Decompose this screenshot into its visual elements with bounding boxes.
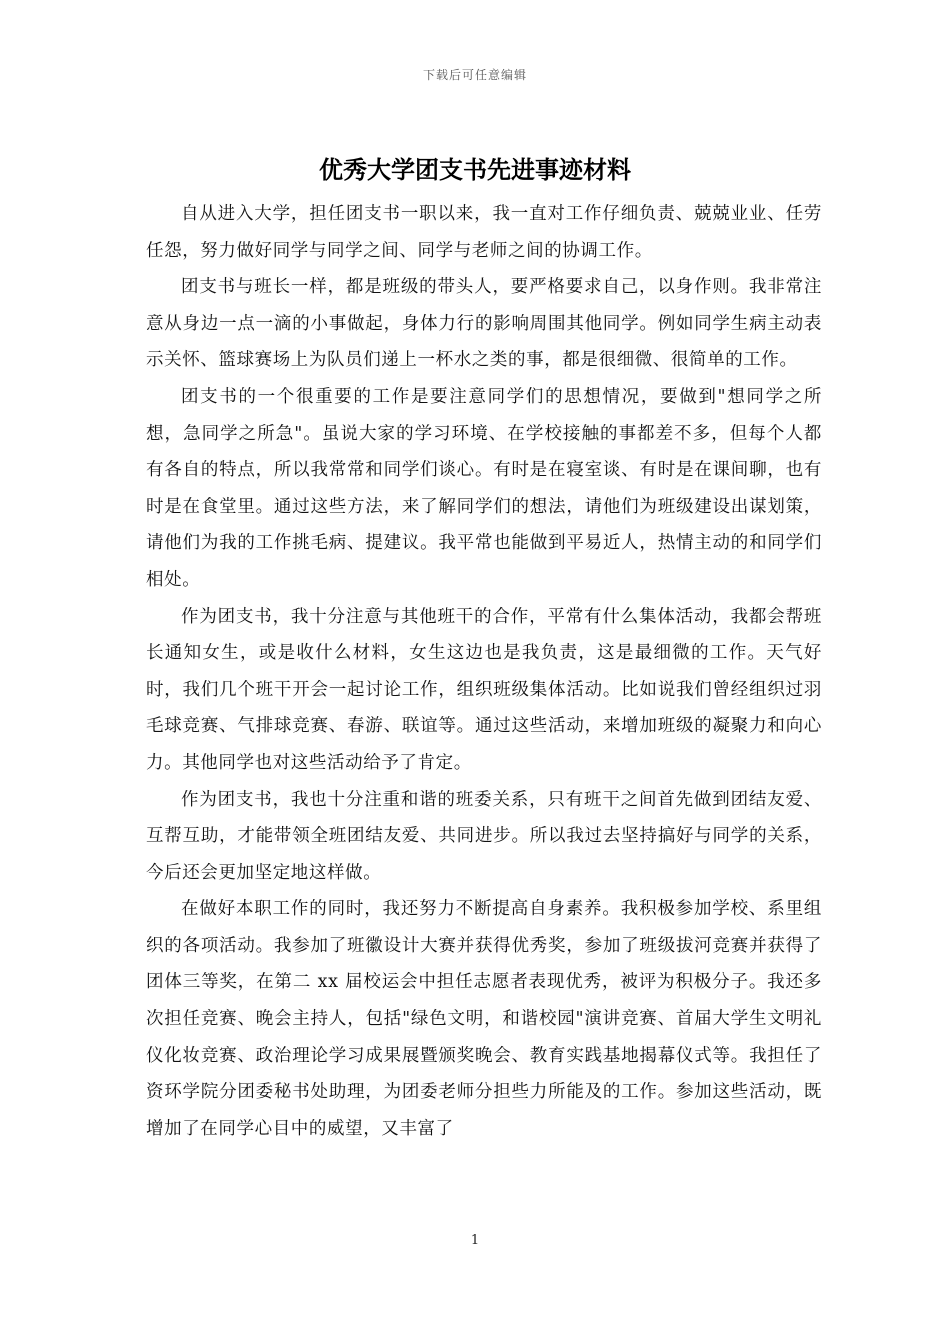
header-note: 下载后可任意编辑 xyxy=(422,68,527,82)
paragraph-2: 团支书与班长一样，都是班级的带头人，要严格要求自己，以身作则。我非常注意从身边一点一滴的小事做起，身体力行的影响周围其他同学。例如同学生病主动表示关怀、篮球赛场上为队员们递上一杯水之类的事，都是很细微、很简单的工作。 xyxy=(146,277,822,371)
paragraph-4: 作为团支书，我十分注意与其他班干的合作，平常有什么集体活动，我都会帮班长通知女生，或是收什么材料，女生这边也是我负责，这是最细微的工作。天气好时，我们几个班干开会一起讨论工作，组织班级集体活动。比如说我们曾经组织过羽毛球竞赛、气排球竞赛、春游、联谊等。通过这些活动，来增加班级的凝聚力和向心力。其他同学也对这些活动给予了肯定。 xyxy=(146,606,822,773)
document-body xyxy=(146,196,822,1147)
paragraph-1: 自从进入大学，担任团支书一职以来，我一直对工作仔细负责、兢兢业业、任劳任怨，努力做好同学与同学之间、同学与老师之间的协调工作。 xyxy=(146,204,822,261)
paragraph-3: 团支书的一个很重要的工作是要注意同学们的思想情况，要做到"想同学之所想，急同学之所急"。虽说大家的学习环境、在学校接触的事都差不多，但每个人都有各自的特点，所以我常常和同学们谈心。有时是在寝室谈、有时是在课间聊，也有时是在食堂里。通过这些方法，来了解同学们的想法，请他们为班级建设出谋划策，请他们为我的工作挑毛病、提建议。我平常也能做到平易近人，热情主动的和同学们相处。 xyxy=(146,386,822,590)
paragraph-6: 在做好本职工作的同时，我还努力不断提高自身素养。我积极参加学校、系里组织的各项活动。我参加了班徽设计大赛并获得优秀奖，参加了班级拔河竞赛并获得了团体三等奖，在第二 xx 届校运会中担任志愿者表现优秀，被评为积极分子。我还多次担任竞赛、晚会主持人，包括"绿色文明，和谐校园"演讲竞赛、首届大学生文明礼仪化妆竞赛、政治理论学习成果展暨颁奖晚会、教育实践基地揭幕仪式等。我担任了资环学院分团委秘书处助理，为团委老师分担些力所能及的工作。参加这些活动，既增加了在同学心目中的威望，又丰富了 xyxy=(146,899,822,1139)
document-title: 优秀大学团支书先进事迹材料 xyxy=(319,155,631,184)
page-number: 1 xyxy=(470,1233,480,1248)
paragraph-5: 作为团支书，我也十分注重和谐的班委关系，只有班干之间首先做到团结友爱、互帮互助，才能带领全班团结友爱、共同进步。所以我过去坚持搞好与同学的关系，今后还会更加坚定地这样做。 xyxy=(146,789,822,883)
